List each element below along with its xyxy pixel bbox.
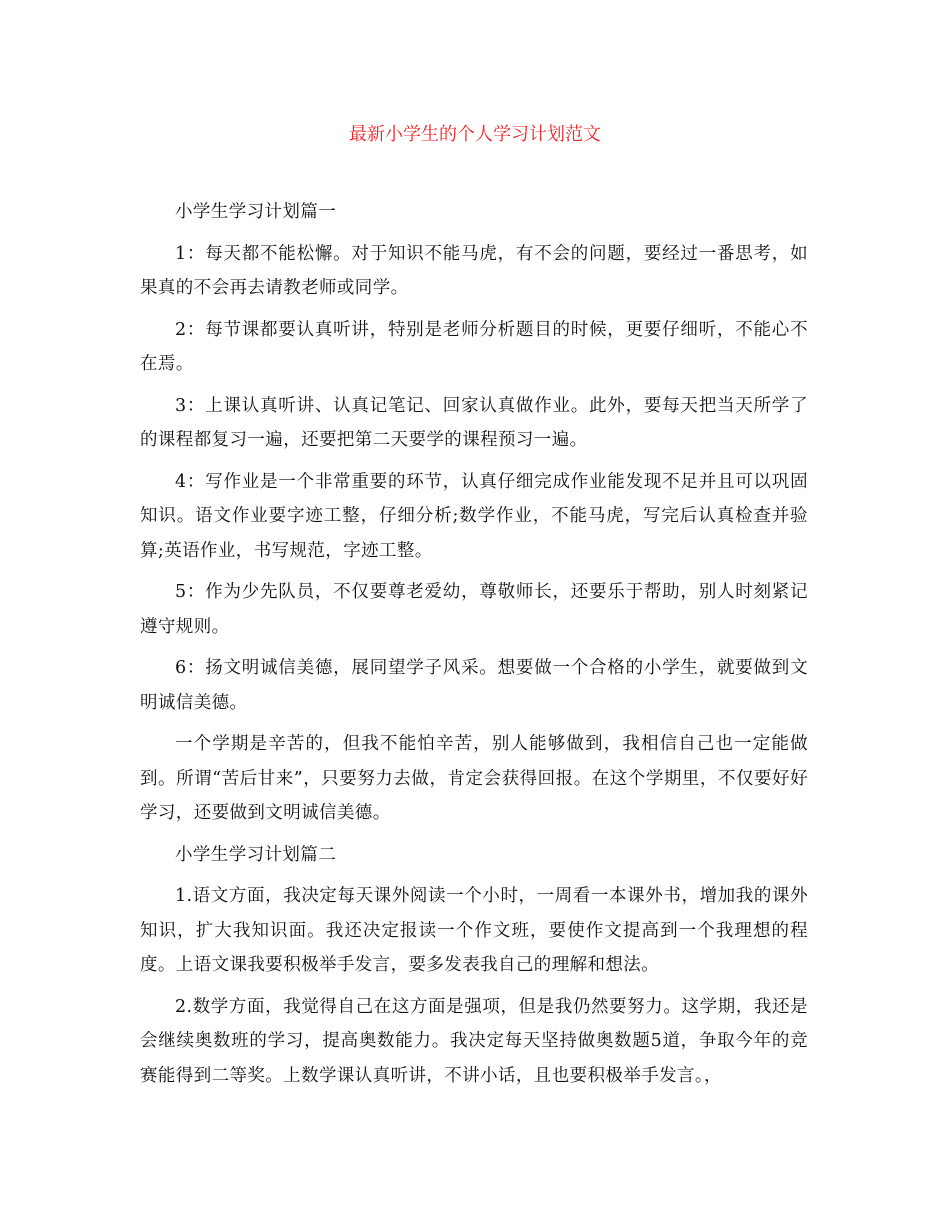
paragraph: 1：每天都不能松懈。对于知识不能马虎，有不会的问题，要经过一番思考，如果真的不会再去请教老师或同学。 [140,243,808,298]
paragraph: 3：上课认真听讲、认真记笔记、回家认真做作业。此外，要每天把当天所学了的课程都复习一遍，还要把第二天要学的课程预习一遍。 [140,395,808,450]
section-heading-2: 小学生学习计划篇二 [175,844,337,865]
paragraph: 4：写作业是一个非常重要的环节，认真仔细完成作业能发现不足并且可以巩固知识。语文作业要字迹工整，仔细分析;数学作业，不能马虎，写完后认真检查并验算;英语作业，书写规范，字迹工整。 [140,471,808,561]
document-title: 最新小学生的个人学习计划范文 [349,124,601,145]
paragraph: 2.数学方面，我觉得自己在这方面是强项，但是我仍然要努力。这学期，我还是会继续奥数班的学习，提高奥数能力。我决定每天坚持做奥数题5道，争取今年的竞赛能得到二等奖。上数学课认真听讲，不讲小话，且也要积极举手发言。， [140,996,808,1086]
paragraph: 6：扬文明诚信美德，展同望学子风采。想要做一个合格的小学生，就要做到文明诚信美德。 [140,658,808,713]
paragraph: 1.语文方面，我决定每天课外阅读一个小时，一周看一本课外书，增加我的课外知识，扩大我知识面。我还决定报读一个作文班，要使作文提高到一个我理想的程度。上语文课我要积极举手发言，要多发表我自己的理解和想法。 [140,886,808,975]
document-body [140,195,808,1100]
paragraph: 2：每节课都要认真听讲，特别是老师分析题目的时候，更要仔细听，不能心不在焉。 [140,319,808,374]
paragraph: 一个学期是辛苦的，但我不能怕辛苦，别人能够做到，我相信自己也一定能做到。所谓“苦后甘来”，只要努力去做，肯定会获得回报。在这个学期里，不仅要好好学习，还要做到文明诚信美德。 [140,734,808,823]
section-heading-1: 小学生学习计划篇一 [175,202,337,222]
paragraph: 5：作为少先队员，不仅要尊老爱幼，尊敬师长，还要乐于帮助，别人时刻紧记遵守规则。 [140,582,808,637]
